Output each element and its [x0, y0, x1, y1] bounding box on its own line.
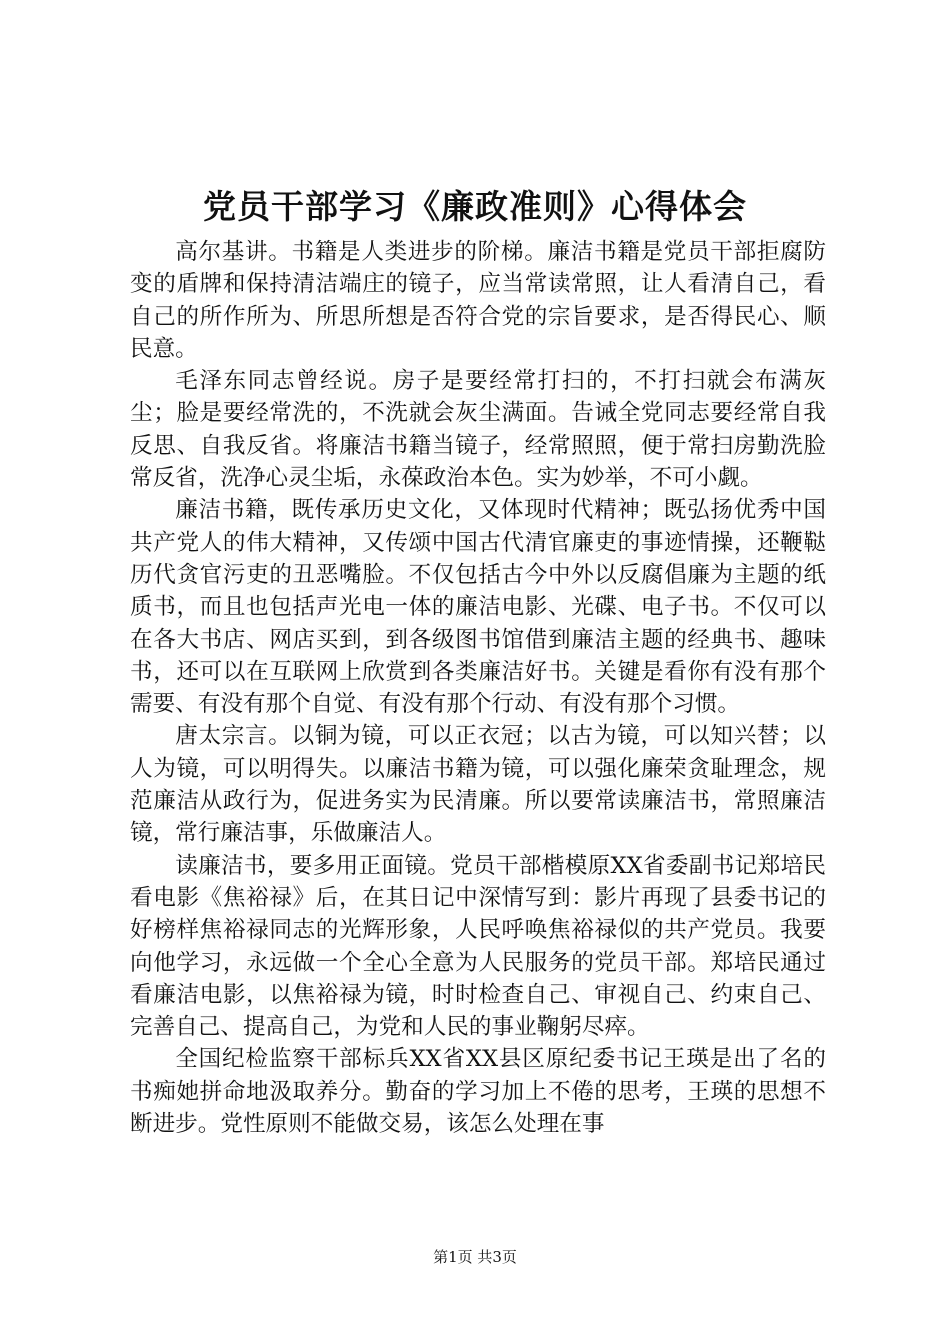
- paragraph-6: 全国纪检监察干部标兵XX省XX县区原纪委书记王瑛是出了名的书痴她拼命地汲取养分。勤奋的学习加上不倦的思考，王瑛的思想不断进步。党性原则不能做交易，该怎么处理在事: [130, 1046, 826, 1138]
- paragraph-2: 毛泽东同志曾经说。房子是要经常打扫的，不打扫就会布满灰尘；脸是要经常洗的，不洗就会灰尘满面。告诫全党同志要经常自我反思、自我反省。将廉洁书籍当镜子，经常照照，便于常扫房勤洗脸常反省，洗净心灵尘垢，永葆政治本色。实为妙举，不可小觑。: [130, 368, 826, 492]
- paragraph-3: 廉洁书籍，既传承历史文化，又体现时代精神；既弘扬优秀中国共产党人的伟大精神，又传颂中国古代清官廉吏的事迹情操，还鞭鞑历代贪官污吏的丑恶嘴脸。不仅包括古今中外以反腐倡廉为主题的纸质书，而且也包括声光电一体的廉洁电影、光碟、电子书。不仅可以在各大书店、网店买到，到各级图书馆借到廉洁主题的经典书、趣味书，还可以在互联网上欣赏到各类廉洁好书。关键是看你有没有那个需要、有没有那个自觉、有没有那个行动、有没有那个习惯。: [130, 497, 826, 718]
- paragraph-5: 读廉洁书，要多用正面镜。党员干部楷模原XX省委副书记郑培民看电影《焦裕禄》后，在其日记中深情写到：影片再现了县委书记的好榜样焦裕禄同志的光辉形象，人民呼唤焦裕禄似的共产党员。我要向他学习，永远做一个全心全意为人民服务的党员干部。郑培民通过看廉洁电影，以焦裕禄为镜，时时检查自己、审视自己、约束自己、完善自己、提高自己，为党和人民的事业鞠躬尽瘁。: [130, 852, 826, 1041]
- paragraph-4: 唐太宗言。以铜为镜，可以正衣冠；以古为镜，可以知兴替；以人为镜，可以明得失。以廉洁书籍为镜，可以强化廉荣贪耻理念，规范廉洁从政行为，促进务实为民清廉。所以要常读廉洁书，常照廉洁镜，常行廉洁事，乐做廉洁人。: [130, 723, 826, 847]
- paragraph-1: 高尔基讲。书籍是人类进步的阶梯。廉洁书籍是党员干部拒腐防变的盾牌和保持清洁端庄的镜子，应当常读常照，让人看清自己，看自己的所作所为、所思所想是否符合党的宗旨要求，是否得民心、顺民意。: [130, 239, 826, 362]
- page-number-footer: 第1页 共3页: [433, 1248, 517, 1266]
- document-title: 党员干部学习《廉政准则》心得体会: [203, 187, 747, 226]
- document-body: [130, 236, 826, 1140]
